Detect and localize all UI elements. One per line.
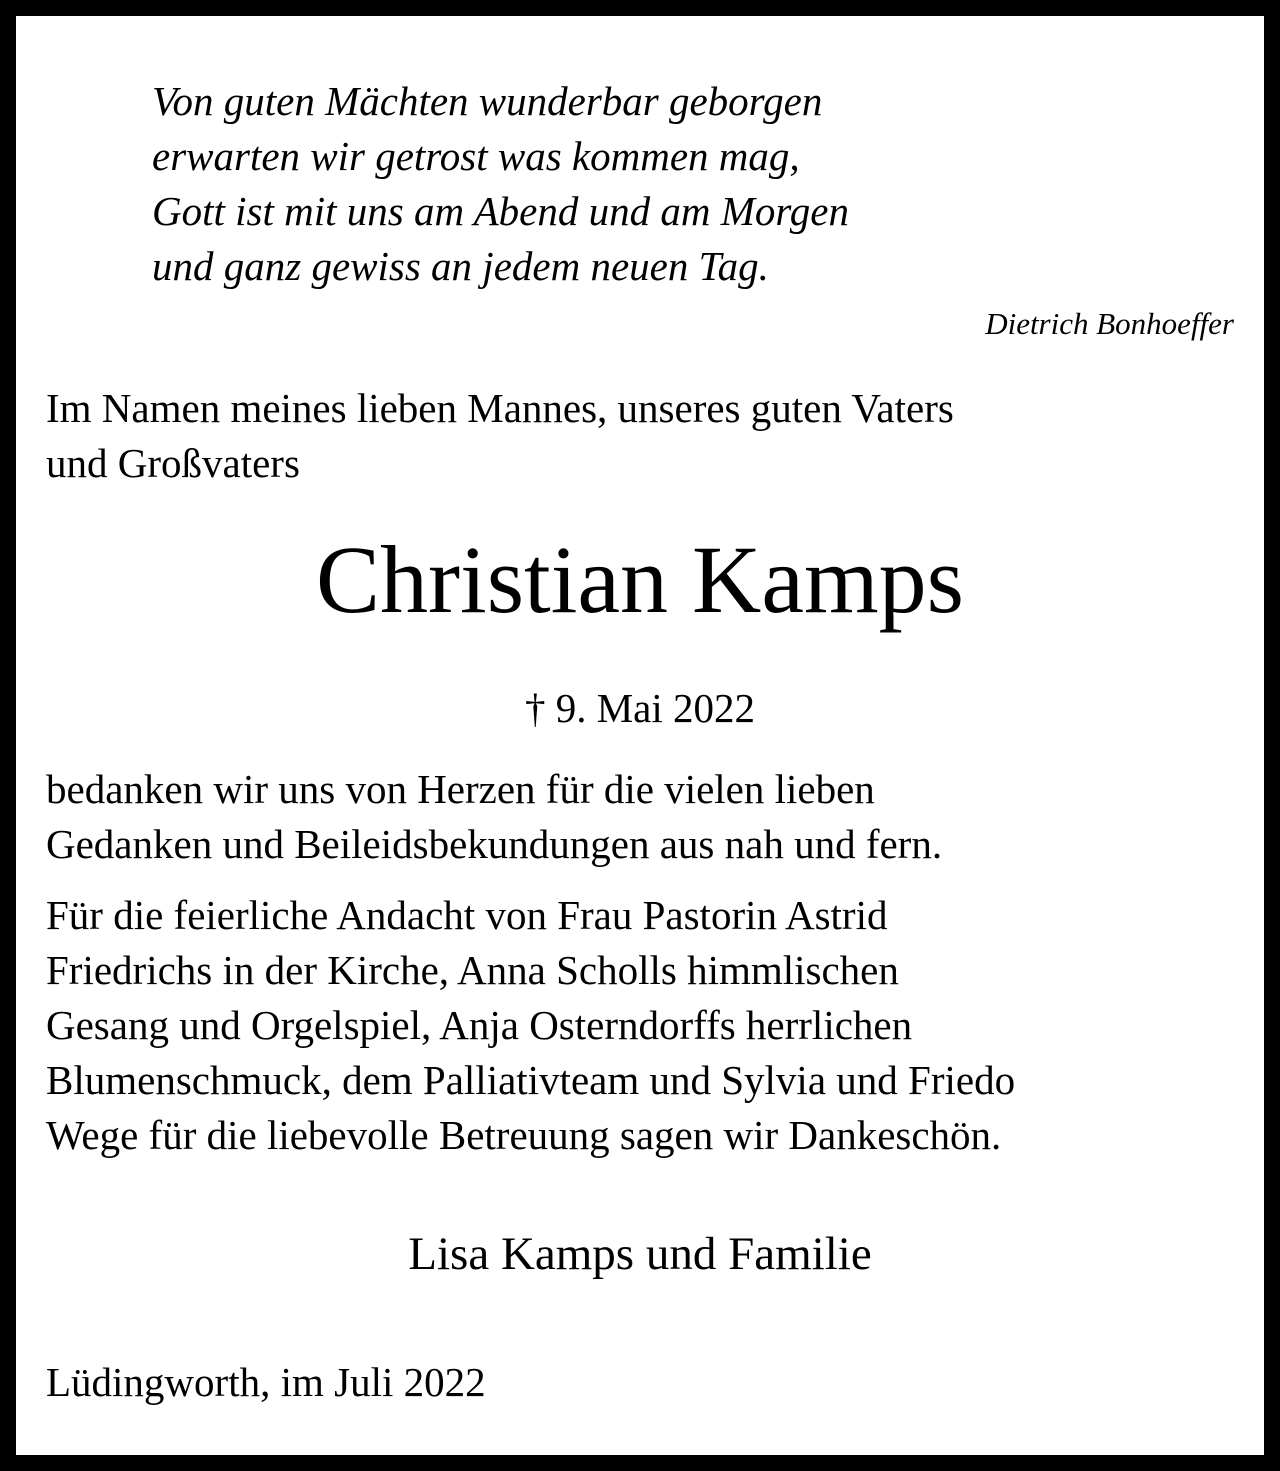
intro-text (46, 381, 954, 491)
acknowledgement-text (46, 888, 1015, 1163)
intro-line: Im Namen meines lieben Mannes, unseres guten Vaters (46, 385, 954, 431)
poem-quote (152, 74, 849, 294)
thanks-line: Gedanken und Beileidsbekundungen aus nah und fern. (46, 821, 943, 867)
acknowledgement-line: Friedrichs in der Kirche, Anna Scholls himmlischen (46, 947, 899, 993)
acknowledgement-line: Blumenschmuck, dem Palliativteam und Sylvia und Friedo (46, 1057, 1016, 1103)
poem-author: Dietrich Bonhoeffer (985, 306, 1234, 341)
poem-line: und ganz gewiss an jedem neuen Tag. (152, 243, 769, 289)
acknowledgement-line: Wege für die liebevolle Betreuung sagen wir Dankeschön. (46, 1112, 1002, 1158)
deceased-name: Christian Kamps (316, 526, 964, 633)
acknowledgement-line: Gesang und Orgelspiel, Anja Osterndorffs herrlichen (46, 1002, 913, 1048)
poem-line: Von guten Mächten wunderbar geborgen (152, 78, 823, 124)
family-signature: Lisa Kamps und Familie (408, 1228, 872, 1280)
acknowledgement-line: Für die feierliche Andacht von Frau Pastorin Astrid (46, 892, 888, 938)
poem-line: Gott ist mit uns am Abend und am Morgen (152, 188, 849, 234)
thanks-line: bedanken wir uns von Herzen für die vielen lieben (46, 766, 875, 812)
intro-line: und Großvaters (46, 440, 300, 486)
thanks-text (46, 762, 942, 872)
poem-line: erwarten wir getrost was kommen mag, (152, 133, 800, 179)
death-date: † 9. Mai 2022 (524, 685, 756, 731)
place-and-date: Lüdingworth, im Juli 2022 (46, 1359, 486, 1405)
